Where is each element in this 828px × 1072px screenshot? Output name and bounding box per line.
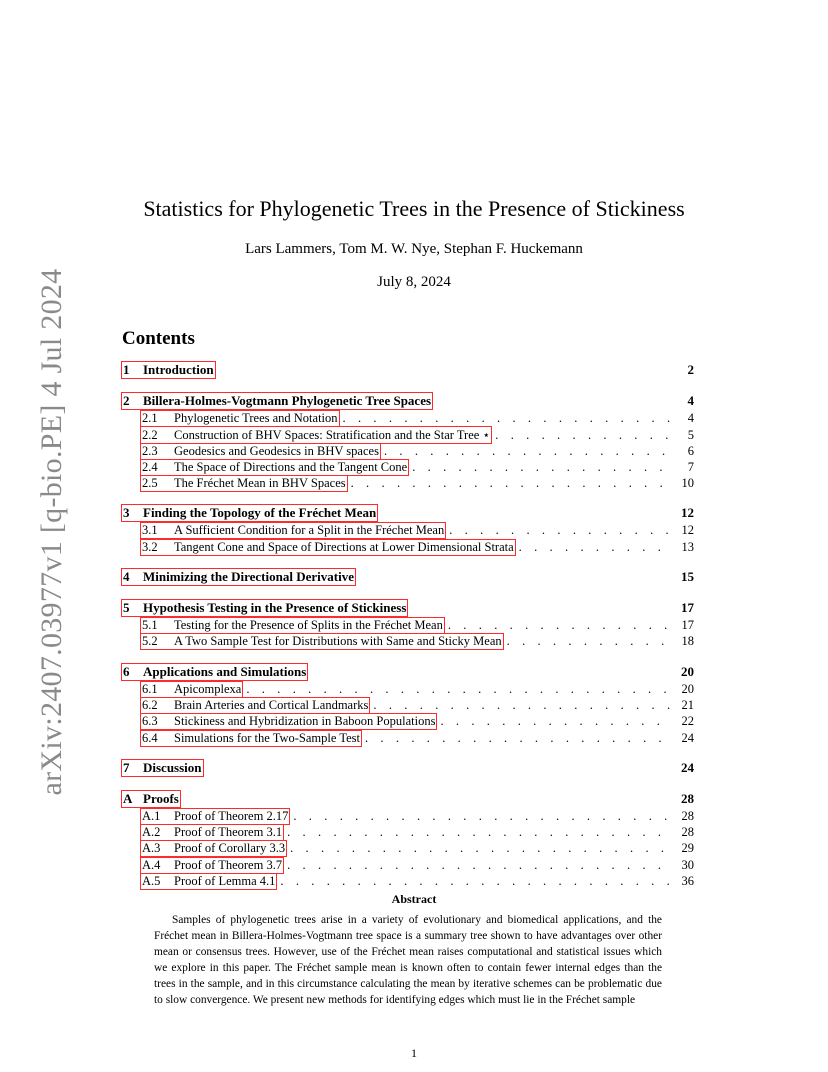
toc-subsection-page: 36 [681,874,694,889]
toc-subsection-link[interactable] [141,825,283,840]
toc-subsection-number: 2.4 [142,459,158,474]
toc-subsection-number: 2.3 [142,443,158,458]
toc-subsection-page: 5 [687,428,694,443]
toc-subsection-page: 17 [681,618,694,633]
toc-subsection-link[interactable] [141,874,276,889]
toc-section-title: Finding the Topology of the Fréchet Mean [143,505,377,521]
toc-leader-dots [373,698,670,713]
toc-subsection-row [122,714,694,730]
toc-subsection-row [122,540,694,556]
toc-subsection-number: 6.2 [142,697,158,712]
toc-subsection-page: 28 [681,808,694,823]
toc-section-title: Discussion [143,759,202,775]
toc-subsection-link[interactable] [141,444,380,459]
toc-subsection-number: 3.2 [142,539,158,554]
toc-section-page: 2 [687,362,694,377]
toc-section-title: Introduction [143,362,214,377]
toc-subsection-link[interactable] [141,427,491,443]
toc-subsection-page: 28 [681,825,694,840]
toc-section [122,393,694,492]
toc-section [122,600,694,651]
toc-leader-dots [280,874,670,889]
toc-section-page: 24 [681,759,694,775]
paper-authors: Lars Lammers, Tom M. W. Nye, Stephan F. Huckemann [245,241,583,257]
toc-section-number: 3 [123,505,130,521]
toc-subsection-row [122,444,694,460]
toc-subsection-page: 7 [687,459,694,474]
arxiv-identifier-stamp: arXiv:2407.03977v1 [q-bio.PE] 4 Jul 2024 [35,268,68,796]
toc-subsection-number: 6.1 [142,681,158,696]
toc-subsection-number: A.2 [142,825,161,840]
toc-subsection-page: 12 [681,523,694,538]
toc-subsection-page: 29 [681,841,694,856]
paper-title: Statistics for Phylogenetic Trees in the Presence of Stickiness [143,196,685,221]
toc-subsection-row [122,427,694,443]
toc-subsection-row [122,476,694,492]
toc-section-row [122,600,694,618]
toc-subsection-title: Proof of Theorem 3.7 [174,857,283,872]
toc-section [122,791,694,890]
paper-date: July 8, 2024 [377,274,451,290]
toc-subsection-page: 4 [687,411,694,425]
toc-subsection-link[interactable] [141,682,242,697]
toc-section-link[interactable] [122,791,180,807]
table-of-contents [122,362,694,903]
toc-section-title: Billera-Holmes-Vogtmann Phylogenetic Tree Spaces [143,393,432,408]
abstract-body: Samples of phylogenetic trees arise in a variety of evolutionary and biomedical applications, and the Fréchet mean in Billera-Holmes-Vogtmann tree space is a summary tree shown to have advantages over other mean or consensus trees. However, use of the Fréchet mean raises computational and statistical issues which we explore in this paper. The Fréchet sample mean is known often to contain fewer internal edges than the trees in the sample, and in this circumstance calculating the mean by iterative schemes can be problematic due to slow convergence. We present new methods for identifying edges which must lie in the Fréchet sample [154,914,662,1007]
toc-subsection-number: 2.1 [142,411,158,425]
toc-leader-dots [365,731,670,746]
toc-subsection-title: Stickiness and Hybridization in Baboon Populations [174,714,436,729]
toc-subsection-link[interactable] [141,698,369,713]
toc-subsection-row [122,731,694,747]
toc-section-number: 5 [123,600,130,616]
toc-leader-dots [343,411,670,426]
toc-subsection-link[interactable] [141,634,503,649]
toc-section-number: 4 [123,569,130,585]
toc-section-title: Hypothesis Testing in the Presence of Stickiness [143,600,407,616]
toc-leader-dots [246,682,670,697]
toc-leader-dots [440,714,670,729]
toc-subsection-number: 5.1 [142,618,158,633]
toc-subsection-link[interactable] [141,618,444,633]
toc-subsection-row [122,874,694,890]
toc-subsection-title: Brain Arteries and Cortical Landmarks [174,697,369,712]
toc-subsection-title: The Fréchet Mean in BHV Spaces [174,476,346,491]
toc-subsection-title: Phylogenetic Trees and Notation [174,411,338,425]
toc-subsection-row [122,698,694,714]
toc-section-row [122,393,694,411]
toc-leader-dots [290,841,670,856]
toc-subsection-number: A.3 [142,841,161,856]
toc-subsection-link[interactable] [141,411,339,426]
toc-leader-dots [495,428,670,443]
toc-subsection-row [122,682,694,698]
toc-subsection-row [122,411,694,427]
toc-leader-dots [507,634,670,649]
toc-leader-dots [287,858,670,873]
toc-section-link[interactable] [122,600,407,616]
toc-subsection-number: 2.5 [142,476,158,491]
toc-subsection-link[interactable] [141,540,515,555]
toc-section-row [122,505,694,523]
toc-section [122,569,694,587]
toc-subsection-row [122,460,694,476]
page-number: 1 [411,1046,417,1060]
toc-section-number: 2 [123,393,130,408]
toc-section [122,362,694,380]
toc-subsection-row [122,841,694,857]
toc-subsection-link[interactable] [141,714,436,729]
toc-subsection-page: 20 [681,681,694,696]
toc-leader-dots [519,540,670,555]
toc-subsection-title: Apicomplexa [174,681,242,696]
toc-section [122,664,694,747]
toc-subsection-title: Geodesics and Geodesics in BHV spaces [174,443,379,458]
toc-subsection-row [122,523,694,539]
toc-section-link[interactable] [122,569,355,585]
toc-section-page: 12 [681,505,694,521]
toc-subsection-title: Simulations for the Two-Sample Test [174,730,360,745]
toc-leader-dots [448,618,670,633]
toc-subsection-title: Proof of Theorem 2.17 [174,808,289,823]
toc-section-title: Proofs [143,790,179,806]
toc-section-page: 17 [681,600,694,616]
toc-section-link[interactable] [122,362,215,378]
toc-section-page: 15 [681,569,694,585]
toc-subsection-number: A.5 [142,874,161,889]
toc-leader-dots [449,523,670,538]
toc-subsection-number: 6.4 [142,730,158,745]
toc-subsection-page: 24 [681,730,694,745]
toc-subsection-link[interactable] [141,523,445,538]
toc-subsection-link[interactable] [141,476,347,491]
toc-section-link[interactable] [122,393,432,409]
toc-subsection-number: A.1 [142,808,161,823]
toc-subsection-row [122,809,694,825]
toc-section-row [122,760,694,778]
toc-section-link[interactable] [122,760,203,776]
toc-section-row [122,664,694,682]
toc-subsection-page: 10 [681,476,694,491]
toc-section-number: 6 [123,663,130,679]
toc-section-row [122,362,694,380]
toc-section-row [122,791,694,809]
toc-subsection-number: 5.2 [142,634,158,649]
toc-subsection-link[interactable] [141,858,283,873]
toc-subsection-title: Testing for the Presence of Splits in the Fréchet Mean [174,618,443,633]
toc-section-link[interactable] [122,505,377,521]
toc-section-title: Applications and Simulations [143,663,307,679]
toc-subsection-number: A.4 [142,857,161,872]
toc-subsection-row [122,634,694,650]
toc-section-row [122,569,694,587]
toc-section-number: A [123,790,133,806]
toc-subsection-title: Proof of Theorem 3.1 [174,825,283,840]
toc-subsection-title: Tangent Cone and Space of Directions at Lower Dimensional Strata [174,539,514,554]
toc-section-number: 7 [123,759,130,775]
toc-subsection-page: 6 [687,443,694,458]
toc-leader-dots [412,460,670,475]
toc-leader-dots [293,809,670,824]
toc-subsection-title: Proof of Lemma 4.1 [174,874,276,889]
abstract-heading: Abstract [391,892,437,906]
toc-subsection-row [122,858,694,874]
toc-subsection-number: 2.2 [142,428,158,443]
toc-subsection-link[interactable] [141,460,408,475]
toc-subsection-page: 22 [681,714,694,729]
toc-section [122,760,694,778]
toc-subsection-page: 13 [681,539,694,554]
toc-subsection-page: 21 [681,697,694,712]
toc-section-link[interactable] [122,664,307,680]
toc-section-page: 20 [681,663,694,679]
toc-subsection-title: Construction of BHV Spaces: Stratification and the Star Tree ⋆ [174,428,491,443]
contents-heading: Contents [122,328,195,349]
toc-subsection-link[interactable] [141,841,286,856]
toc-section-page: 28 [681,790,694,806]
toc-section-number: 1 [123,362,130,377]
toc-leader-dots [384,444,670,459]
toc-section-page: 4 [687,393,694,408]
toc-subsection-number: 3.1 [142,523,158,538]
toc-section [122,505,694,556]
toc-subsection-title: A Two Sample Test for Distributions with Same and Sticky Mean [174,634,502,649]
toc-subsection-row [122,618,694,634]
toc-subsection-link[interactable] [141,809,289,824]
toc-subsection-number: 6.3 [142,714,158,729]
toc-subsection-page: 30 [681,857,694,872]
toc-leader-dots [287,825,670,840]
toc-subsection-title: Proof of Corollary 3.3 [174,841,286,856]
toc-subsection-row [122,825,694,841]
toc-subsection-link[interactable] [141,731,361,746]
toc-subsection-title: The Space of Directions and the Tangent Cone [174,459,408,474]
toc-section-title: Minimizing the Directional Derivative [143,569,354,585]
toc-leader-dots [351,476,670,491]
toc-subsection-title: A Sufficient Condition for a Split in the Fréchet Mean [174,523,445,538]
toc-subsection-page: 18 [681,634,694,649]
